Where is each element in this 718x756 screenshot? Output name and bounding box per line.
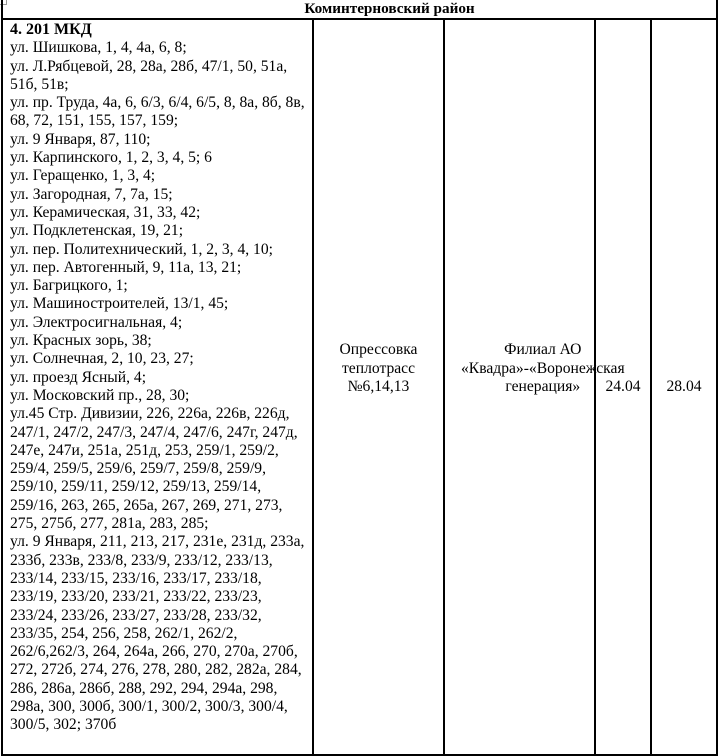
outage-schedule-table	[1, 0, 718, 756]
address-line: ул. Геращенко, 1, 3, 4;	[10, 167, 156, 185]
organization-text: Филиал АО «Квадра»-«Воронежская генерация»	[461, 341, 625, 395]
start-date: 24.04	[605, 377, 641, 395]
district-header-row	[2, 0, 717, 19]
address-line: ул. Карпинского, 1, 2, 3, 4, 5; 6	[10, 149, 212, 167]
address-line: ул. Багрицкого, 1;	[10, 277, 128, 295]
district-heading: Коминтерновский район	[2, 0, 717, 19]
end-date-cell	[651, 19, 717, 755]
address-line: ул. Загородная, 7, 7а, 15;	[10, 185, 173, 203]
address-line: ул. пер. Политехнический, 1, 2, 3, 4, 10;	[10, 240, 273, 258]
address-line: ул. Солнечная, 2, 10, 23, 27;	[10, 350, 194, 368]
address-line: ул. Шишкова, 1, 4, 4а, 6, 8;	[10, 39, 187, 57]
address-line: ул. Подклетенская, 19, 21;	[10, 222, 184, 240]
address-line: ул. Керамическая, 31, 33, 42;	[10, 203, 201, 221]
address-line: ул.45 Стр. Дивизии, 226, 226а, 226в, 226д, 247/1, 247/2, 247/3, 247/4, 247/6, 247г, 247д, 247е, 247и, 251а, 251д, 253, 259/1, 259/2, 259/4, 259/5, 259/6, 259/7, 259/8, 259/9, 259/10, 259/11, 259/12, 259/13, 259/14, 259/16, 263, 265, 265а, 267, 269, 271, 273, 275, 275б, 277, 281а, 283, 285;	[10, 405, 298, 533]
work-type-text: Опрессовка теплотрасс №6,14,13	[339, 341, 418, 395]
address-line: ул. пер. Автогенный, 9, 11а, 13, 21;	[10, 258, 242, 276]
address-line: ул. Электросигнальная, 4;	[10, 313, 183, 331]
entry-title: 4. 201 МКД	[10, 21, 92, 38]
table-row	[2, 19, 717, 755]
end-date: 28.04	[666, 377, 702, 395]
address-line: ул. 9 Января, 211, 213, 217, 231е, 231д, 233а, 233б, 233в, 233/8, 233/9, 233/12, 233/13, 233/14, 233/15, 233/16, 233/17, 233/18, 233/19, 233/20, 233/21, 233/22, 233/23, 233/24, 233/26, 233/27, 233/28, 233/32, 233/35, 254, 256, 258, 262/1, 262/2, 262/6,262/3, 264, 264а, 266, 270, 270а, 270б, 272, 272б, 274, 276, 278, 280, 282, 282а, 284, 286, 286а, 286б, 288, 292, 294, 294а, 298, 298а, 300, 300б, 300/1, 300/2, 300/3, 300/4, 300/5, 302; 370б	[10, 533, 305, 734]
address-line: ул. Машиностроителей, 13/1, 45;	[10, 295, 229, 313]
address-line: ул. Л.Рябцевой, 28, 28а, 28б, 47/1, 50, 51а, 51б, 51в;	[10, 57, 288, 93]
address-line: ул. проезд Ясный, 4;	[10, 368, 147, 386]
address-cell	[2, 19, 313, 755]
address-line: ул. пр. Труда, 4а, 6, 6/3, 6/4, 6/5, 8, 8а, 8б, 8в, 68, 72, 151, 155, 157, 159;	[10, 94, 305, 130]
address-line: ул. Московский пр., 28, 30;	[10, 386, 190, 404]
address-line: ул. Красных зорь, 38;	[10, 332, 152, 350]
work-type-cell	[313, 19, 444, 755]
address-line: ул. 9 Января, 87, 110;	[10, 130, 151, 148]
